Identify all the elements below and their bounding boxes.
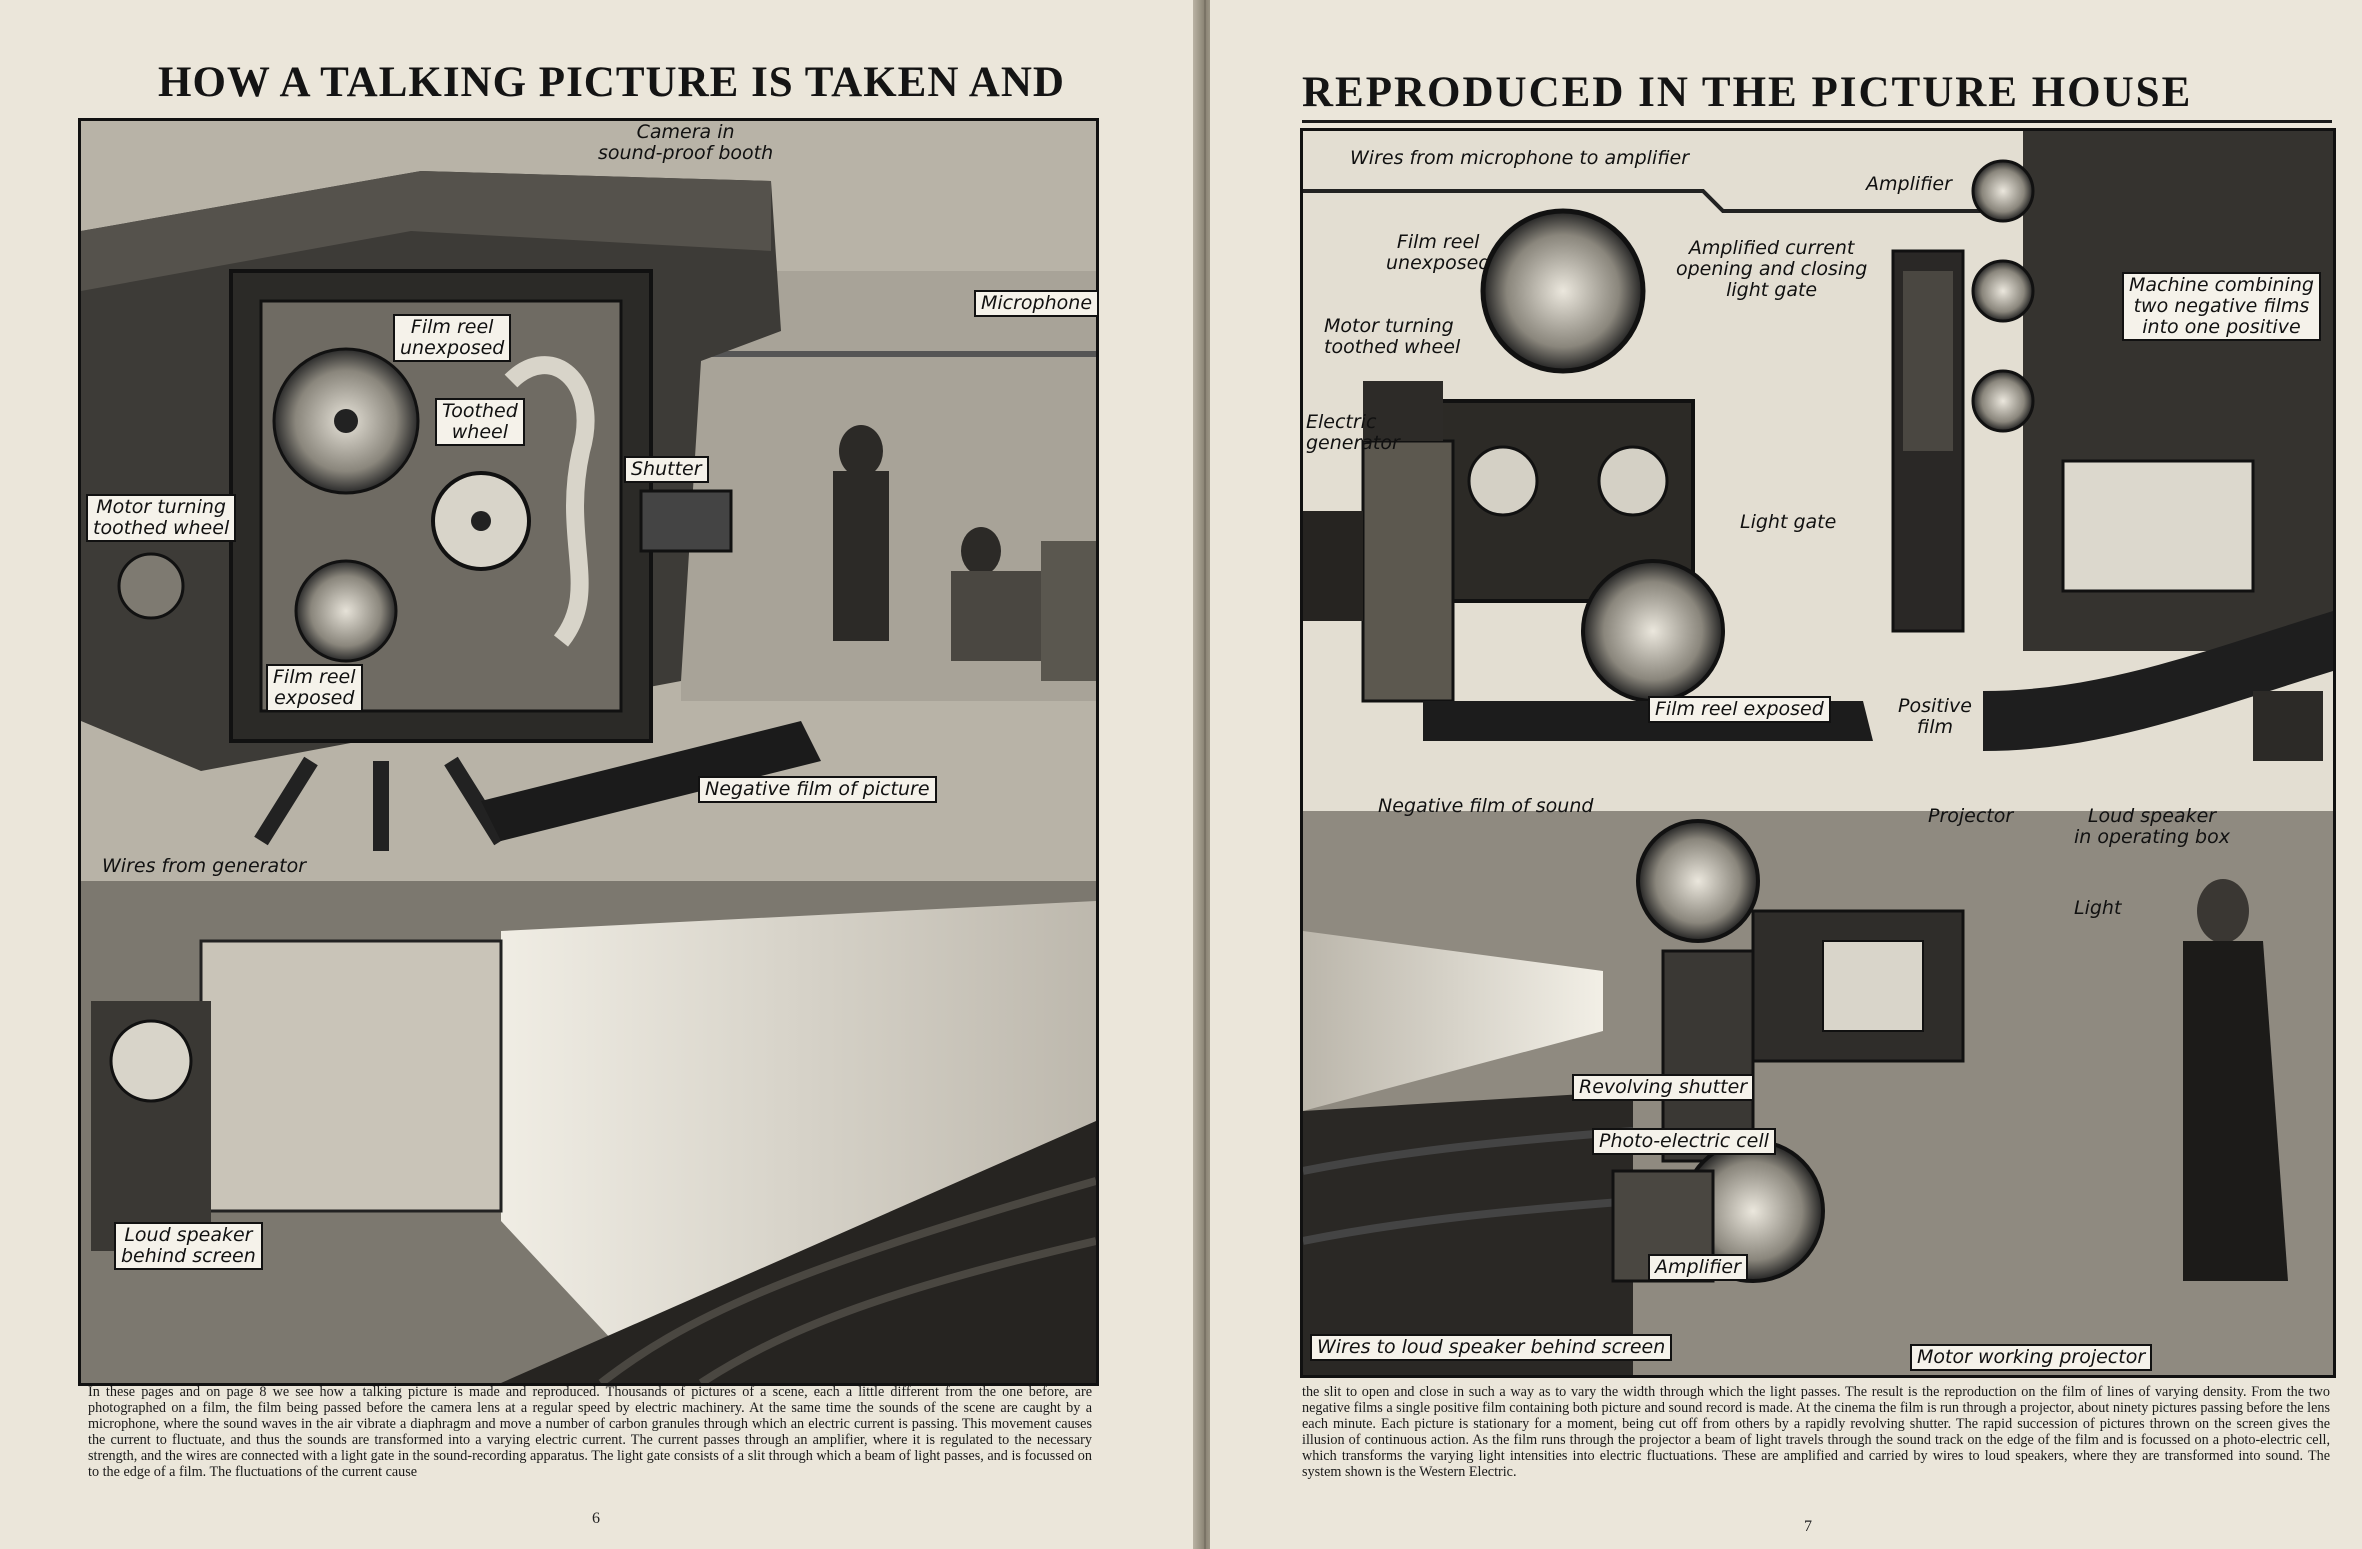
label-wires-loud-speaker: Wires to loud speaker behind screen bbox=[1310, 1334, 1672, 1361]
label-amplified-current: Amplified current opening and closing light gate bbox=[1676, 237, 1868, 301]
label-motor-turning: Motor turning toothed wheel bbox=[86, 494, 236, 542]
left-page-heading: HOW A TALKING PICTURE IS TAKEN AND bbox=[158, 59, 1065, 106]
left-caption: In these pages and on page 8 we see how a talking picture is made and reproduced. Thousands of pictures of a scene, each a little different from the one before, are photographed on a film, the film being passed before the camera lens at a regular speed by electric machinery. At the same time the sounds of the scene are caught by a microphone, where the sound waves in the air vibrate a diaphragm and move a number of carbon granules through which an electric current is passing. This movement causes the current to fluctuate, and thus the sounds are transformed into a varying electric current. The current passes through an amplifier, where it is regulated to the necessary strength, and the wires are connected with a light gate in the sound-recording apparatus. The light gate consists of a slit through which a beam of light passes, and is focussed on to the edge of a film. The fluctuations of the current cause bbox=[88, 1384, 1092, 1480]
label-negative-film-picture: Negative film of picture bbox=[698, 776, 937, 803]
label-wires-generator: Wires from generator bbox=[102, 855, 306, 877]
label-projector: Projector bbox=[1928, 805, 2014, 827]
right-caption: the slit to open and close in such a way as to vary the width through which the light passes. The result is the reproduction on the film of lines of varying density. From the two negative films a single positive film containing both picture and sound record is made. At the cinema the film is run through a projector, about ninety pictures passing before the lens each minute. Each picture is stationary for a moment, being cut off from others by a rapidly revolving shutter. The rapid succession of pictures thrown on the screen gives the illusion of continuous action. As the film runs through the projector a beam of light travels through the sound track on the edge of the film and is focussed on a photo-electric cell, which transforms the varying light intensities into electric fluctuations. These are amplified and carried by wires to loud speakers, where they are transformed into sound. The system shown is the Western Electric. bbox=[1302, 1384, 2330, 1480]
label-camera-booth: Camera in sound-proof booth bbox=[598, 121, 774, 164]
label-electric-generator: Electric generator bbox=[1306, 411, 1400, 454]
label-light-gate: Light gate bbox=[1740, 511, 1837, 533]
label-light: Light bbox=[2074, 897, 2122, 919]
label-motor-working-projector: Motor working projector bbox=[1910, 1344, 2152, 1371]
label-loud-speaker-box: Loud speaker in operating box bbox=[2074, 805, 2230, 848]
label-film-reel-exposed-right: Film reel exposed bbox=[1648, 696, 1831, 723]
label-loud-speaker: Loud speaker behind screen bbox=[114, 1222, 263, 1270]
label-shutter: Shutter bbox=[624, 456, 709, 483]
label-revolving-shutter: Revolving shutter bbox=[1572, 1074, 1754, 1101]
right-page-number: 7 bbox=[1804, 1518, 1812, 1535]
label-amplifier-top: Amplifier bbox=[1866, 173, 1952, 195]
label-microphone: Microphone bbox=[974, 290, 1099, 317]
left-page-number: 6 bbox=[592, 1510, 600, 1527]
label-positive-film: Positive film bbox=[1898, 695, 1972, 738]
left-illustration bbox=[78, 118, 1099, 1386]
label-toothed-wheel: Toothed wheel bbox=[435, 398, 525, 446]
label-photo-electric-cell: Photo-electric cell bbox=[1592, 1128, 1776, 1155]
right-page-heading: REPRODUCED IN THE PICTURE HOUSE bbox=[1302, 69, 2193, 116]
label-wires-mic-amp: Wires from microphone to amplifier bbox=[1350, 147, 1690, 169]
label-motor-turning-right: Motor turning toothed wheel bbox=[1324, 315, 1461, 358]
right-page bbox=[1210, 0, 2362, 1549]
heading-rule bbox=[1302, 120, 2332, 123]
label-film-reel-exposed: Film reel exposed bbox=[266, 664, 363, 712]
label-amplifier-bottom: Amplifier bbox=[1648, 1254, 1748, 1281]
label-negative-film-sound: Negative film of sound bbox=[1378, 795, 1594, 817]
label-film-reel-unexposed-right: Film reel unexposed bbox=[1386, 231, 1491, 274]
left-illustration-art bbox=[81, 121, 1096, 1383]
label-machine-combining: Machine combining two negative films into one positive bbox=[2122, 272, 2321, 341]
label-film-reel-unexposed: Film reel unexposed bbox=[393, 314, 511, 362]
